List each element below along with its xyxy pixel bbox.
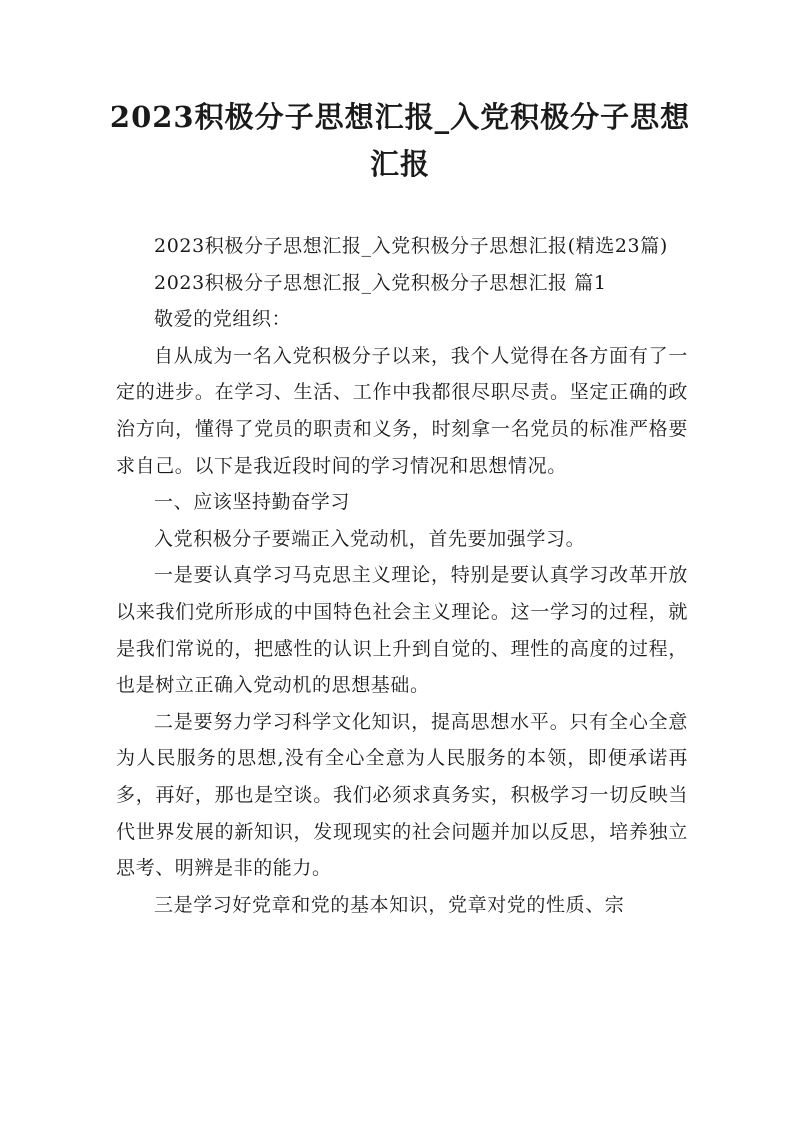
subheading: 一、应该坚持勤奋学习 [154,491,351,514]
salutation: 敬爱的党组织： [154,308,292,331]
body-paragraph: 一是要认真学习马克思主义理论，特别是要认真学习改革开放以来我们党所形成的中国特色社会主义理论。这一学习的过程，就是我们常说的，把感性的认识上升到自觉的、理性的高度的过程，也是树立正确入党动机的思想基础。 [116,564,688,697]
body-paragraph: 三是学习好党章和党的基本知识，党章对党的性质、宗 [154,893,625,916]
document-title: 2023积极分子思想汇报_入党积极分子思想汇报 [109,100,691,181]
section-heading: 2023积极分子思想汇报_入党积极分子思想汇报 篇1 [154,271,607,294]
intro-paragraph: 2023积极分子思想汇报_入党积极分子思想汇报(精选23篇) [154,235,668,257]
document-body [116,228,688,923]
body-paragraph: 二是要努力学习科学文化知识，提高思想水平。只有全心全意为人民服务的思想,没有全心全意为人民服务的本领，即便承诺再多，再好，那也是空谈。我们必须求真务实，积极学习一切反映当代世界发展的新知识，发现现实的社会问题并加以反思，培养独立思考、明辨是非的能力。 [116,710,688,880]
body-paragraph: 自从成为一名入党积极分子以来，我个人觉得在各方面有了一定的进步。在学习、生活、工作中我都很尽职尽责。坚定正确的政治方向，懂得了党员的职责和义务，时刻拿一名党员的标准严格要求自己。以下是我近段时间的学习情况和思想情况。 [116,344,688,477]
body-paragraph: 入党积极分子要端正入党动机，首先要加强学习。 [154,527,586,550]
